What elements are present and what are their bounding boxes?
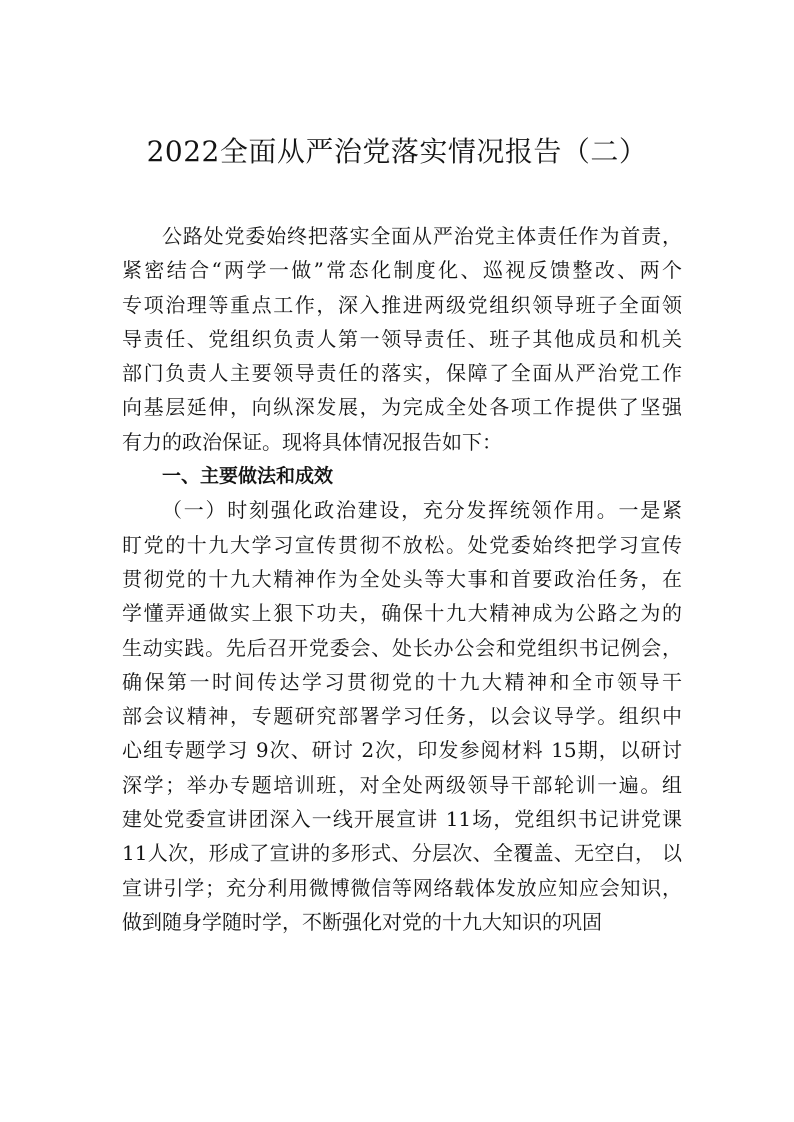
paragraph-line: 确保第一时间传达学习贯彻党的十九大精神和全市领导干 <box>122 669 682 694</box>
paragraph-line: 学懂弄通做实上狠下功夫，确保十九大精神成为公路之为的 <box>122 601 682 626</box>
paragraph-line: 盯党的十九大学习宣传贯彻不放松。处党委始终把学习宣传 <box>122 532 682 557</box>
paragraph-line: 做到随身学随时学，不断强化对党的十九大知识的巩固 <box>122 909 602 934</box>
paragraph-line: 深学；举办专题培训班，对全处两级领导干部轮训一遍。组 <box>122 772 682 797</box>
paragraph-line: （一）时刻强化政治建设，充分发挥统领作用。一是紧 <box>162 498 682 523</box>
paragraph-line: 有力的政治保证。现将具体情况报告如下： <box>122 429 502 454</box>
paragraph-line: 部会议精神，专题研究部署学习任务，以会议导学。组织中 <box>122 704 682 729</box>
paragraph-line: 贯彻党的十九大精神作为全处头等大事和首要政治任务，在 <box>122 566 682 591</box>
document-title: 2022全面从严治党落实情况报告（二） <box>146 135 648 168</box>
paragraph-line: 部门负责人主要领导责任的落实，保障了全面从严治党工作 <box>122 361 682 386</box>
section-heading: 一、主要做法和成效 <box>162 465 334 488</box>
paragraph-line: 紧密结合“两学一做”常态化制度化、巡视反馈整改、两个 <box>122 258 682 283</box>
document-body <box>122 219 682 939</box>
paragraph-line: 11人次，形成了宣讲的多形式、分层次、全覆盖、无空白， 以 <box>122 841 682 866</box>
paragraph-line: 公路处党委始终把落实全面从严治党主体责任作为首责， <box>162 224 682 248</box>
paragraph-line: 生动实践。先后召开党委会、处长办公会和党组织书记例会， <box>122 635 682 660</box>
paragraph-line: 心组专题学习 9次、研讨 2次，印发参阅材料 15期，以研讨 <box>122 738 682 763</box>
paragraph-line: 导责任、党组织负责人第一领导责任、班子其他成员和机关 <box>122 326 682 351</box>
paragraph-line: 向基层延伸，向纵深发展，为完成全处各项工作提供了坚强 <box>122 395 682 420</box>
paragraph-line: 宣讲引学；充分利用微博微信等网络载体发放应知应会知识， <box>122 875 682 900</box>
paragraph-line: 专项治理等重点工作，深入推进两级党组织领导班子全面领 <box>122 292 682 317</box>
paragraph-line: 建处党委宣讲团深入一线开展宣讲 11场，党组织书记讲党课 <box>122 807 682 832</box>
